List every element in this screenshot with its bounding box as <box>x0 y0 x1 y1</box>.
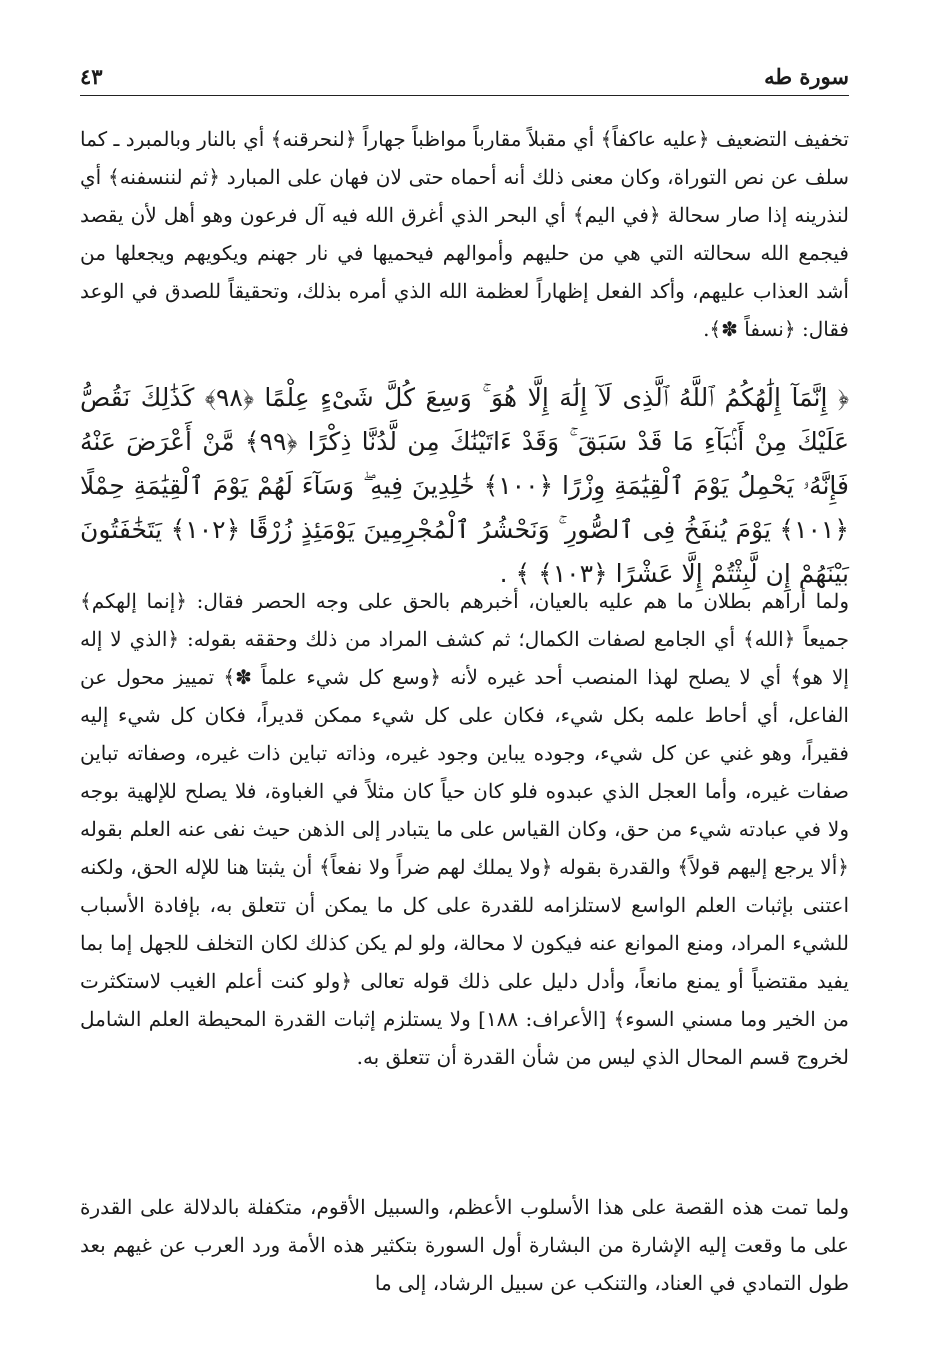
header-divider <box>80 95 849 96</box>
page-number: ٤٣ <box>80 64 103 89</box>
paragraph-3: ولما تمت هذه القصة على هذا الأسلوب الأعظم، والسبيل الأقوم، متكفلة بالدلالة على القدرة على ما وقعت إليه الإشارة من البشارة أول السورة بتكثير هذه الأمة ورد العرب عن غيهم بعد طول التمادي في العناد، والتنكب عن سبيل الرشاد، إلى ما <box>80 1195 849 1295</box>
quran-verse-block: ﴿ إِنَّمَآ إِلَٰهُكُمُ ٱللَّهُ ٱلَّذِى لَآ إِلَٰهَ إِلَّا هُوَ ۚ وَسِعَ كُلَّ شَىْءٍ عِلْمًا ﴿٩٨﴾ كَذَٰلِكَ نَقُصُّ عَلَيْكَ مِنْ أَنۢبَآءِ مَا قَدْ سَبَقَ ۚ وَقَدْ ءَاتَيْنَٰكَ مِن لَّدُنَّا ذِكْرًا ﴿٩٩﴾ مَّنْ أَعْرَضَ عَنْهُ فَإِنَّهُۥ يَحْمِلُ يَوْمَ ٱلْقِيَٰمَةِ وِزْرًا ﴿١٠٠﴾ خَٰلِدِينَ فِيهِ ۖ وَسَآءَ لَهُمْ يَوْمَ ٱلْقِيَٰمَةِ حِمْلًا ﴿١٠١﴾ يَوْمَ يُنفَخُ فِى ٱلصُّورِ ۚ وَنَحْشُرُ ٱلْمُجْرِمِينَ يَوْمَئِذٍ زُرْقًا ﴿١٠٢﴾ يَتَخَٰفَتُونَ بَيْنَهُمْ إِن لَّبِثْتُمْ إِلَّا عَشْرًا ﴿١٠٣﴾ ﴾ . <box>80 383 850 588</box>
surah-title: سورة طه <box>764 64 849 89</box>
paragraph-1: تخفيف التضعيف ﴿عليه عاكفاً﴾ أي مقبلاً مقارباً مواظباً جهاراً ﴿لنحرقنه﴾ أي بالنار وبالمبرد ـ كما سلف عن نص التوراة، وكان معنى ذلك أنه أحماه حتى لان فهان على المبارد ﴿ثم لننسفنه﴾ أي لنذرينه إذا صار سحالة ﴿في اليم﴾ أي البحر الذي أغرق الله فيه آل فرعون وهو أهل لأن يقصد فيجمع الله سحالته التي هي من حليهم وأموالهم فيحميها في نار جهنم ويكويهم ويجعلها من أشد العذاب عليهم، وأكد الفعل إظهاراً لعظمة الله الذي أمره بذلك، وتحقيقاً للصدق في الوعد فقال: ﴿نسفاً ✽﴾. <box>80 127 849 341</box>
paragraph-2: ولما أراهم بطلان ما هم عليه بالعيان، أخبرهم بالحق على وجه الحصر فقال: ﴿إنما إلهكم﴾ جميعاً ﴿الله﴾ أي الجامع لصفات الكمال؛ ثم كشف المراد من ذلك وحققه بقوله: ﴿الذي لا إله إلا هو﴾ أي لا يصلح لهذا المنصب أحد غيره لأنه ﴿وسع كل شيء علماً ✽﴾ تمييز محول عن الفاعل، أي أحاط علمه بكل شيء، فكان على كل شيء ممكن قديراً، فكان كل شيء إليه فقيراً، وهو غني عن كل شيء، وجوده يباين وجود غيره، وذاته تباين ذات غيره، وصفاته تباين صفات غيره، وأما العجل الذي عبدوه فلو كان حياً كان مثلاً في الغباوة، فلا يصلح للإلهية بوجه ولا في عبادته شيء من حق، وكان القياس على ما يتبادر إلى الذهن حيث نفى عنه العلم بقوله ﴿ألا يرجع إليهم قولاً﴾ والقدرة بقوله ﴿ولا يملك لهم ضراً ولا نفعاً﴾ أن يثبتا هنا للإله الحق، ولكنه اعتنى بإثبات العلم الواسع لاستلزامه للقدرة على كل ما يمكن أن تتعلق به، بإفادة الأسباب للشيء المراد، ومنع الموانع عنه فيكون لا محالة، ولو لم يكن كذلك لكان التخلف للجهل إما بما يفيد مقتضياً أو يمنع مانعاً، وأدل دليل على ذلك قوله تعالى ﴿ولو كنت أعلم الغيب لاستكثرت من الخير وما مسني السوء﴾ [الأعراف: ١٨٨] ولا يستلزم إثبات القدرة المحيطة العلم الشامل لخروج قسم المحال الذي ليس من شأن القدرة أن تتعلق به. <box>80 589 850 1069</box>
page-header <box>80 62 849 96</box>
